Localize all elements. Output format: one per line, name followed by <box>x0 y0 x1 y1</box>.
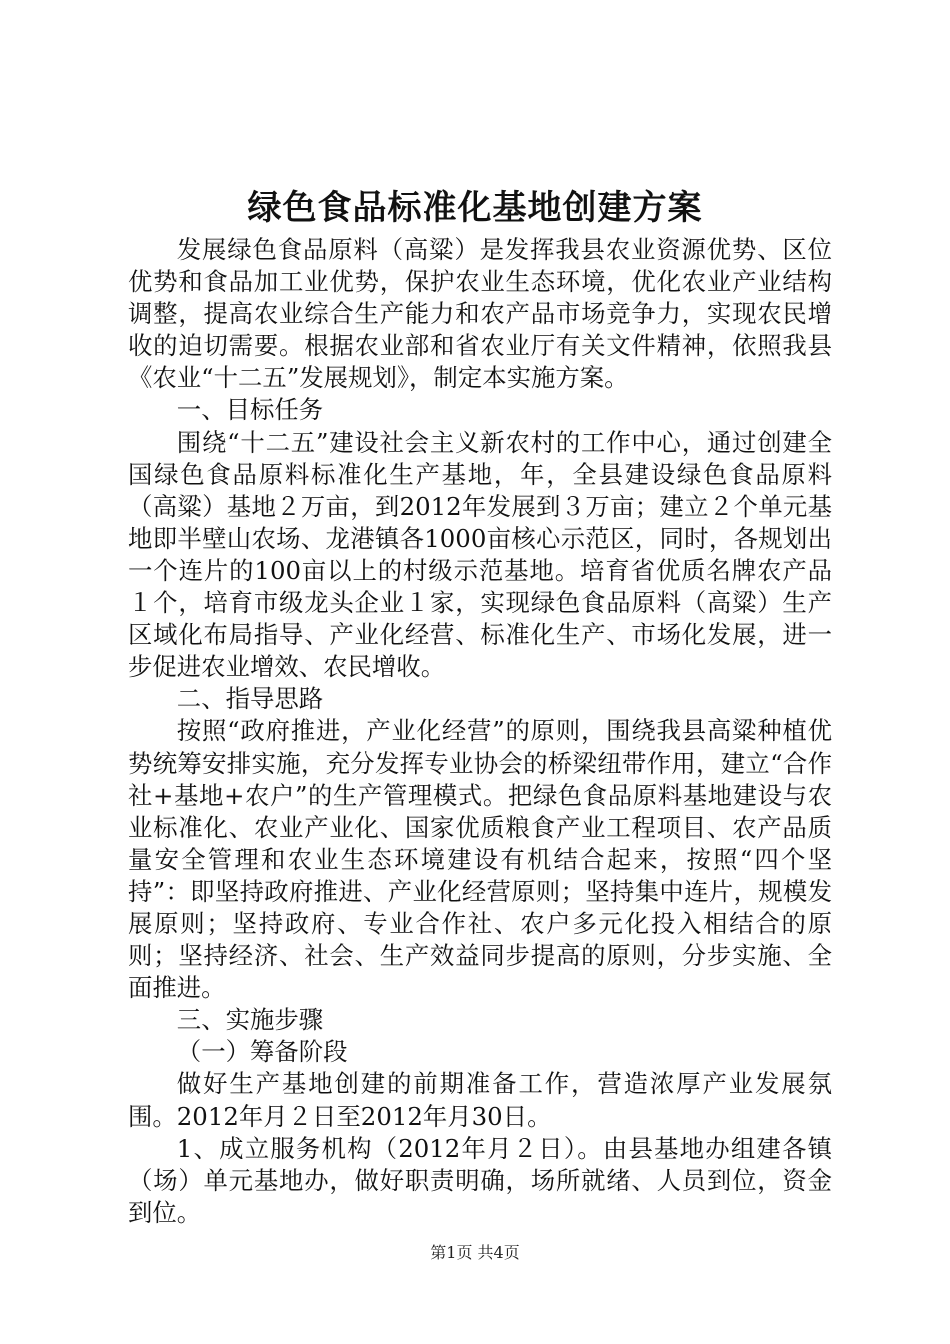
subsection-heading-preparation: （一）筹备阶段 <box>176 1037 348 1067</box>
step-item-1: 1、成立服务机构（2012年月２日）。由县基地办组建各镇（场）单元基地办，做好职责明确，场所就绪、人员到位，资金到位。 <box>128 1133 832 1227</box>
document-title: 绿色食品标准化基地创建方案 <box>247 188 703 228</box>
section-heading-guidelines: 二、指导思路 <box>176 684 324 714</box>
section-heading-goals: 一、目标任务 <box>176 395 324 425</box>
section-heading-steps: 三、实施步骤 <box>176 1005 324 1035</box>
intro-paragraph: 发展绿色食品原料（高粱）是发挥我县农业资源优势、区位优势和食品加工业优势，保护农业生态环境，优化农业产业结构调整，提高农业综合生产能力和农产品市场竞争力，实现农民增收的迫切需要。根据农业部和省农业厅有关文件精神，依照我县《农业“十二五”发展规划》，制定本实施方案。 <box>128 235 832 393</box>
guidelines-paragraph: 按照“政府推进，产业化经营”的原则，围绕我县高粱种植优势统筹安排实施，充分发挥专业协会的桥梁纽带作用，建立“合作社+基地+农户”的生产管理模式。把绿色食品原料基地建设与农业标准化、农业产业化、国家优质粮食产业工程项目、农产品质量安全管理和农业生态环境建设有机结合起来，按照“四个坚持”：即坚持政府推进、产业化经营原则；坚持集中连片，规模发展原则；坚持政府、专业合作社、农户多元化投入相结合的原则；坚持经济、社会、生产效益同步提高的原则，分步实施、全面推进。 <box>128 716 832 1003</box>
page-number-footer: 第1页 共4页 <box>430 1243 520 1262</box>
preparation-paragraph: 做好生产基地创建的前期准备工作，营造浓厚产业发展氛围。2012年月２日至2012年月30日。 <box>128 1069 832 1131</box>
document-body <box>128 234 832 1229</box>
goals-paragraph: 围绕“十二五”建设社会主义新农村的工作中心，通过创建全国绿色食品原料标准化生产基地，年，全县建设绿色食品原料（高粱）基地２万亩，到2012年发展到３万亩；建立２个单元基地即半壁山农场、龙港镇各1000亩核心示范区，同时，各规划出一个连片的100亩以上的村级示范基地。培育省优质名牌农产品１个，培育市级龙头企业１家，实现绿色食品原料（高粱）生产区域化布局指导、产业化经营、标准化生产、市场化发展，进一步促进农业增效、农民增收。 <box>128 427 832 682</box>
